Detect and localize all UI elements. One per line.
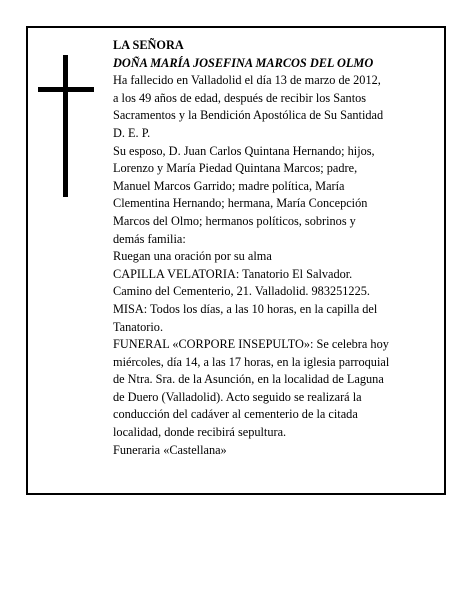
funeral-line: conducción del cadáver al cementerio de la citada xyxy=(113,407,358,422)
chapel-line: CAPILLA VELATORIA: Tanatorio El Salvador. xyxy=(113,266,353,281)
mass-line: Tanatorio. xyxy=(113,319,164,334)
funeral-line: de Duero (Valladolid). Acto seguido se realizará la xyxy=(113,389,362,404)
deceased-name: DOÑA MARÍA JOSEFINA MARCOS DEL OLMO xyxy=(113,55,374,70)
funeral-line: de Ntra. Sra. de la Asunción, en la localidad de Laguna xyxy=(113,372,384,387)
funeral-line: localidad, donde recibirá sepultura. xyxy=(113,425,287,440)
funeral-line: miércoles, día 14, a las 17 horas, en la iglesia parroquial xyxy=(113,354,390,369)
mass-line: MISA: Todos los días, a las 10 horas, en la capilla del xyxy=(113,301,378,316)
funeral-home-line: Funeraria «Castellana» xyxy=(113,442,227,457)
death-line: D. E. P. xyxy=(113,125,151,140)
cross-horizontal-bar xyxy=(38,87,94,92)
cross-vertical-bar xyxy=(63,55,68,197)
obituary-text xyxy=(113,37,435,459)
funeral-line: FUNERAL «CORPORE INSEPULTO»: Se celebra hoy xyxy=(113,337,389,352)
family-line: Marcos del Olmo; hermanos políticos, sobrinos y xyxy=(113,213,356,228)
family-line: Su esposo, D. Juan Carlos Quintana Hernando; hijos, xyxy=(113,143,375,158)
family-line: demás familia: xyxy=(113,231,186,246)
family-line: Manuel Marcos Garrido; madre política, María xyxy=(113,178,345,193)
death-line: Ha fallecido en Valladolid el día 13 de marzo de 2012, xyxy=(113,73,381,88)
prayer-line: Ruegan una oración por su alma xyxy=(113,249,272,264)
family-line: Lorenzo y María Piedad Quintana Marcos; padre, xyxy=(113,161,358,176)
latin-cross-icon xyxy=(38,55,98,197)
family-line: Clementina Hernando; hermana, María Concepción xyxy=(113,196,368,211)
obituary-heading: LA SEÑORA xyxy=(113,38,184,52)
death-line: Sacramentos y la Bendición Apostólica de Su Santidad xyxy=(113,108,384,123)
death-line: a los 49 años de edad, después de recibir los Santos xyxy=(113,90,367,105)
chapel-line: Camino del Cementerio, 21. Valladolid. 983251225. xyxy=(113,284,370,299)
